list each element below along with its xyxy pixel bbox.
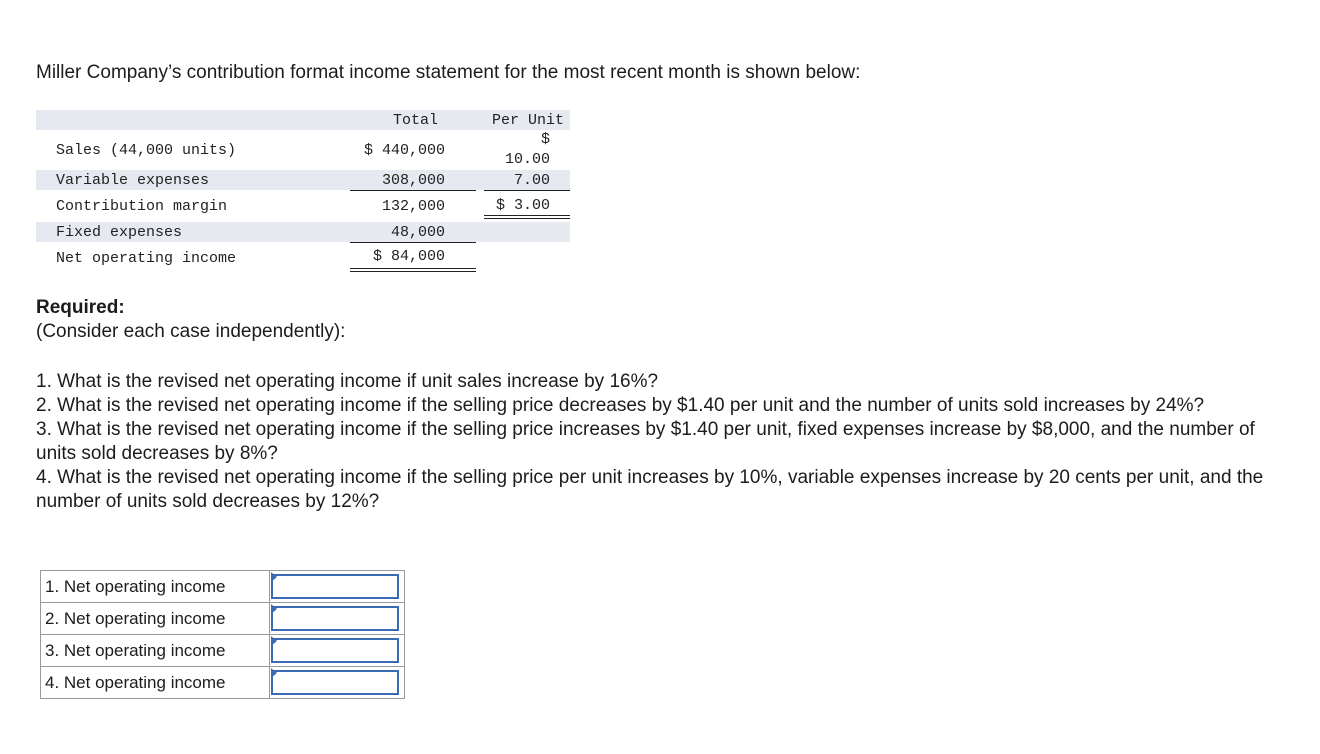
per-unit-sales-symbol: $: [540, 131, 550, 148]
column-header-total: Total: [392, 112, 438, 129]
total-net-operating-income: $ 84,000: [372, 248, 445, 265]
answer-label-2: 2. Net operating income: [41, 603, 270, 635]
double-underline: [350, 268, 476, 269]
answer-input-4[interactable]: [271, 670, 399, 695]
answer-input-3[interactable]: [271, 638, 399, 663]
answer-input-2[interactable]: [271, 606, 399, 631]
required-flag-icon: [271, 604, 277, 614]
income-statement-table: [36, 110, 570, 280]
question-2: 2. What is the revised net operating income if the selling price decreases by $1.40 per unit and the number of units sold increases by 24%?: [36, 395, 1205, 416]
total-sales: $ 440,000: [363, 142, 445, 159]
double-underline: [484, 218, 570, 219]
underline: [350, 190, 476, 191]
double-underline: [350, 271, 476, 272]
question-3: 3. What is the revised net operating income if the selling price increases by $1.40 per unit, fixed expenses increase by $8,000, and the number of units sold decreases by 8%?: [36, 419, 1255, 464]
underline: [484, 190, 570, 191]
answer-label-1: 1. Net operating income: [41, 571, 270, 603]
double-underline: [484, 215, 570, 216]
row-label-contribution-margin: Contribution margin: [56, 198, 228, 215]
answer-row: [41, 571, 405, 603]
intro-text: Miller Company’s contribution format income statement for the most recent month is shown below:: [36, 62, 861, 83]
total-variable-expenses: 308,000: [381, 172, 445, 189]
required-flag-icon: [271, 636, 277, 646]
required-flag-icon: [271, 668, 277, 678]
required-subtitle: (Consider each case independently):: [36, 321, 346, 342]
total-fixed-expenses: 48,000: [390, 224, 445, 241]
required-heading: Required:: [36, 297, 125, 318]
required-flag-icon: [271, 572, 277, 582]
per-unit-sales: 10.00: [504, 151, 550, 168]
question-4: 4. What is the revised net operating income if the selling price per unit increases by 10%, variable expenses increase by 20 cents per unit, and the number of units sold decreases by 12%?: [36, 467, 1264, 512]
answer-row: [41, 635, 405, 667]
answer-input-1[interactable]: [271, 574, 399, 599]
answer-row: [41, 603, 405, 635]
question-1: 1. What is the revised net operating income if unit sales increase by 16%?: [36, 371, 659, 392]
answer-row: [41, 667, 405, 699]
column-header-per-unit: Per Unit: [491, 112, 564, 129]
row-label-variable-expenses: Variable expenses: [56, 172, 210, 189]
per-unit-variable-expenses: 7.00: [513, 172, 550, 189]
total-contribution-margin: 132,000: [381, 198, 445, 215]
answer-table: [40, 570, 405, 699]
per-unit-contribution-margin: $ 3.00: [495, 197, 550, 214]
questions-list: [36, 370, 1296, 514]
underline: [350, 242, 476, 243]
answer-label-4: 4. Net operating income: [41, 667, 270, 699]
header-band: [36, 110, 570, 130]
row-label-sales: Sales (44,000 units): [56, 142, 237, 159]
row-label-net-operating-income: Net operating income: [56, 250, 237, 267]
answer-label-3: 3. Net operating income: [41, 635, 270, 667]
row-label-fixed-expenses: Fixed expenses: [56, 224, 183, 241]
